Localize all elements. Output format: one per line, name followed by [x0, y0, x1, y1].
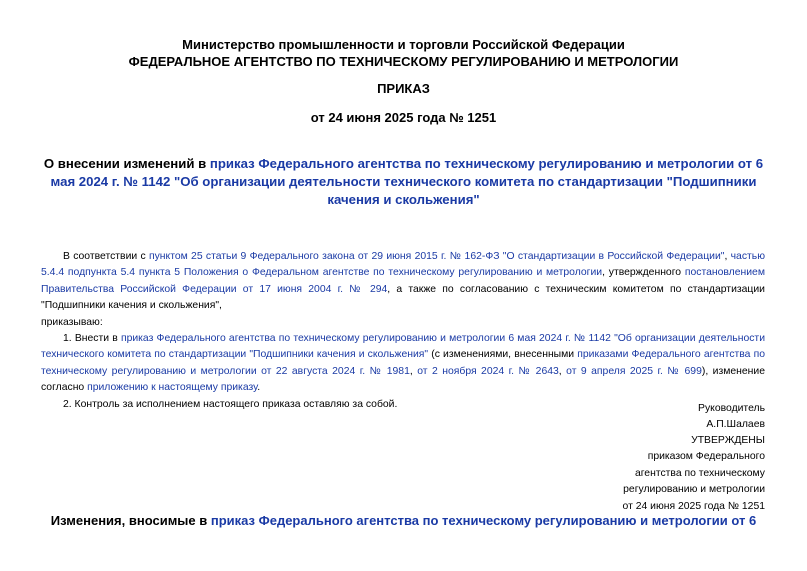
amending-order-1981-link[interactable]: приказами Федерального агентства по техническому регулированию и метрологии от 22 августа 2024 г. № 1981 [41, 349, 765, 377]
approved-heading: УТВЕРЖДЕНЫ [691, 435, 765, 446]
order-word: приказываю: [41, 316, 103, 328]
item1-text-3: , [409, 365, 418, 377]
signature-block [525, 401, 765, 434]
item1-text-4: , [558, 365, 567, 377]
document-date-number: от 24 июня 2025 года № 1251 [310, 110, 497, 125]
preamble-text-1: В соответствии с [63, 251, 149, 262]
appendix-heading-order-link[interactable]: приказ Федерального агентства по техническому регулированию и метрологии от 6 [210, 513, 757, 528]
item1-text-2: (с изменениями, внесенными [428, 349, 578, 361]
regulation-part-link[interactable]: частью 5.4.4 подпункта 5.4 пункта 5 Положения о Федеральном агентстве по техническому регулированию и метрологии [41, 251, 765, 279]
amending-order-699-link[interactable]: от 9 апреля 2025 г. № 699 [566, 365, 702, 377]
signatory-position: Руководитель [698, 403, 765, 414]
preamble-text-4: , а также по согласованию с техническим комитетом по стандартизации "Подшипники качения и скольжения", [41, 283, 765, 312]
approved-line-3: агентства по техническому [634, 467, 765, 479]
item1-text-5: ), изменение согласно [41, 365, 765, 394]
preamble-text-2: , [724, 251, 731, 262]
agency-name: ФЕДЕРАЛЬНОЕ АГЕНТСТВО ПО ТЕХНИЧЕСКОМУ РЕГУЛИРОВАНИЮ И МЕТРОЛОГИИ [128, 54, 679, 69]
signatory-name: А.П.Шалаев [706, 419, 765, 431]
approved-line-4: регулированию и метрологии [623, 484, 765, 496]
ministry-name: Министерство промышленности и торговли Российской Федерации [182, 37, 625, 52]
appendix-heading [0, 512, 807, 530]
approved-line-2: приказом Федерального [647, 451, 765, 463]
item-2-paragraph: 2. Контроль за исполнением настоящего приказа оставляю за собой. [63, 398, 398, 410]
title-order-link[interactable]: приказ Федерального агентства по техническому регулированию и метрологии от 6 мая 2024 г. № 1142 "Об организации деятельности технического комитета по стандартизации "Подшипники качения и скольжения" [50, 156, 764, 207]
federal-law-link[interactable]: пунктом 25 статьи 9 Федерального закона от 29 июня 2015 г. № 162-ФЗ "О стандартизации в Российской Федерации" [148, 251, 725, 262]
item-1-paragraph [41, 331, 765, 397]
approval-block [525, 433, 765, 515]
document-title [36, 155, 771, 209]
amended-order-link[interactable]: приказ Федерального агентства по техническому регулированию и метрологии 6 мая 2024 г. № 1142 "Об организации деятельности технического комитета по стандартизации "Подшипники качения и скольжения" [41, 333, 765, 361]
title-prefix: О внесении изменений в [43, 156, 210, 171]
approved-line-5: от 24 июня 2025 года № 1251 [622, 500, 765, 512]
preamble-text-3: , утвержденного [602, 267, 685, 279]
document-type: ПРИКАЗ [377, 81, 430, 96]
item1-text-1: 1. Внести в [63, 333, 121, 345]
document-body [41, 249, 765, 413]
item1-text-6: . [257, 382, 261, 394]
appendix-link[interactable]: приложению к настоящему приказу [87, 382, 258, 394]
appendix-heading-prefix: Изменения, вносимые в [50, 513, 211, 528]
government-decree-link[interactable]: постановлением Правительства Российской Федерации от 17 июня 2004 г. № 294 [41, 267, 765, 295]
amending-order-2643-link[interactable]: от 2 ноября 2024 г. № 2643 [417, 365, 559, 377]
preamble-paragraph [41, 249, 765, 315]
